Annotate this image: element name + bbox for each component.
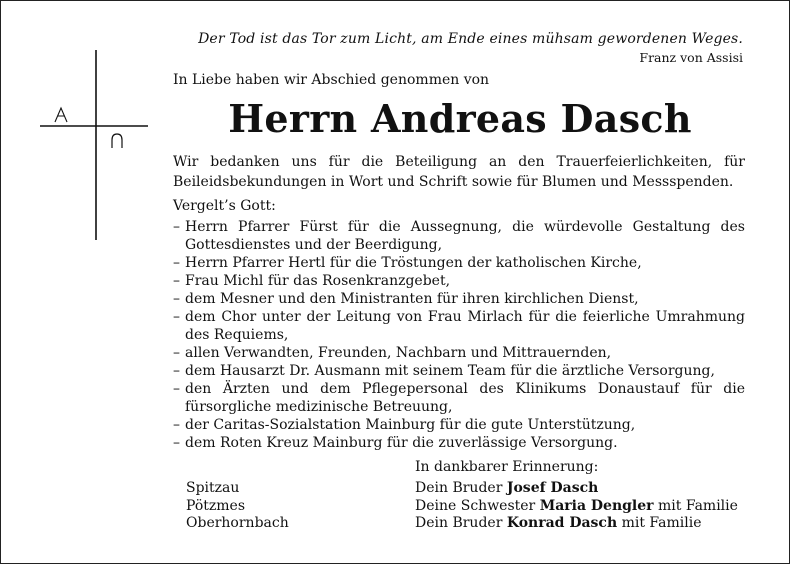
signatory-relation: Dein Bruder Josef Dasch: [415, 480, 599, 496]
signatory-name: Josef Dasch: [506, 480, 599, 496]
list-item: – Herrn Pfarrer Fürst für die Aussegnung, die würdevolle Gestaltung des Gottesdienstes und der Beerdigung,: [173, 219, 745, 253]
list-item: – dem Hausarzt Dr. Ausmann mit seinem Team für die ärztliche Versorgung,: [173, 363, 715, 379]
signatories: [186, 480, 756, 533]
vergelt-heading: Vergelt’s Gott:: [173, 198, 276, 214]
signatory-relation: Dein Bruder Konrad Dasch mit Familie: [415, 515, 702, 531]
deceased-name: Herrn Andreas Dasch: [228, 96, 692, 141]
signatory-name: Maria Dengler: [539, 497, 654, 514]
signatory-row: [186, 480, 756, 498]
signatory-place: Spitzau: [186, 480, 240, 496]
signatory-name: Konrad Dasch: [506, 515, 618, 531]
list-item: – der Caritas-Sozialstation Mainburg für die gute Unterstützung,: [173, 417, 636, 433]
signatory-row: [186, 498, 756, 516]
list-item: – Herrn Pfarrer Hertl für die Tröstungen der katholischen Kirche,: [173, 255, 642, 271]
intro-line: In Liebe haben wir Abschied genommen von: [173, 72, 490, 88]
list-item: – dem Roten Kreuz Mainburg für die zuverlässige Versorgung.: [173, 435, 618, 451]
list-item: – dem Mesner und den Ministranten für ihren kirchlichen Dienst,: [173, 291, 639, 307]
omega-letter: [112, 134, 122, 148]
quote-text: Der Tod ist das Tor zum Licht, am Ende eines mühsam gewordenen Weges.: [198, 31, 743, 47]
alpha-letter: [55, 108, 67, 122]
list-item: – allen Verwandten, Freunden, Nachbarn und Mittrauernden,: [173, 345, 612, 361]
signatory-place: Pötzmes: [186, 497, 246, 514]
thanks-paragraph: Wir bedanken uns für die Beteiligung an den Trauerfeierlichkeiten, für Beileidsbekundungen in Wort und Schrift sowie für Blumen und Messspenden.: [173, 154, 745, 190]
signatory-relation: Deine Schwester Maria Dengler mit Familie: [415, 497, 738, 514]
closing-line: In dankbarer Erinnerung:: [415, 459, 599, 475]
list-item: – dem Chor unter der Leitung von Frau Mirlach für die feierliche Umrahmung des Requiems,: [173, 309, 745, 343]
list-item: – Frau Michl für das Rosenkranzgebet,: [173, 273, 451, 289]
acknowledgement-list: [173, 218, 745, 452]
quote-author: Franz von Assisi: [639, 50, 743, 65]
cross-symbol: [40, 50, 150, 240]
signatory-place: Oberhornbach: [186, 515, 289, 531]
signatory-row: [186, 515, 756, 533]
list-item: – den Ärzten und dem Pflegepersonal des Klinikums Donaustauf für die fürsorgliche medizinische Betreuung,: [173, 381, 745, 415]
